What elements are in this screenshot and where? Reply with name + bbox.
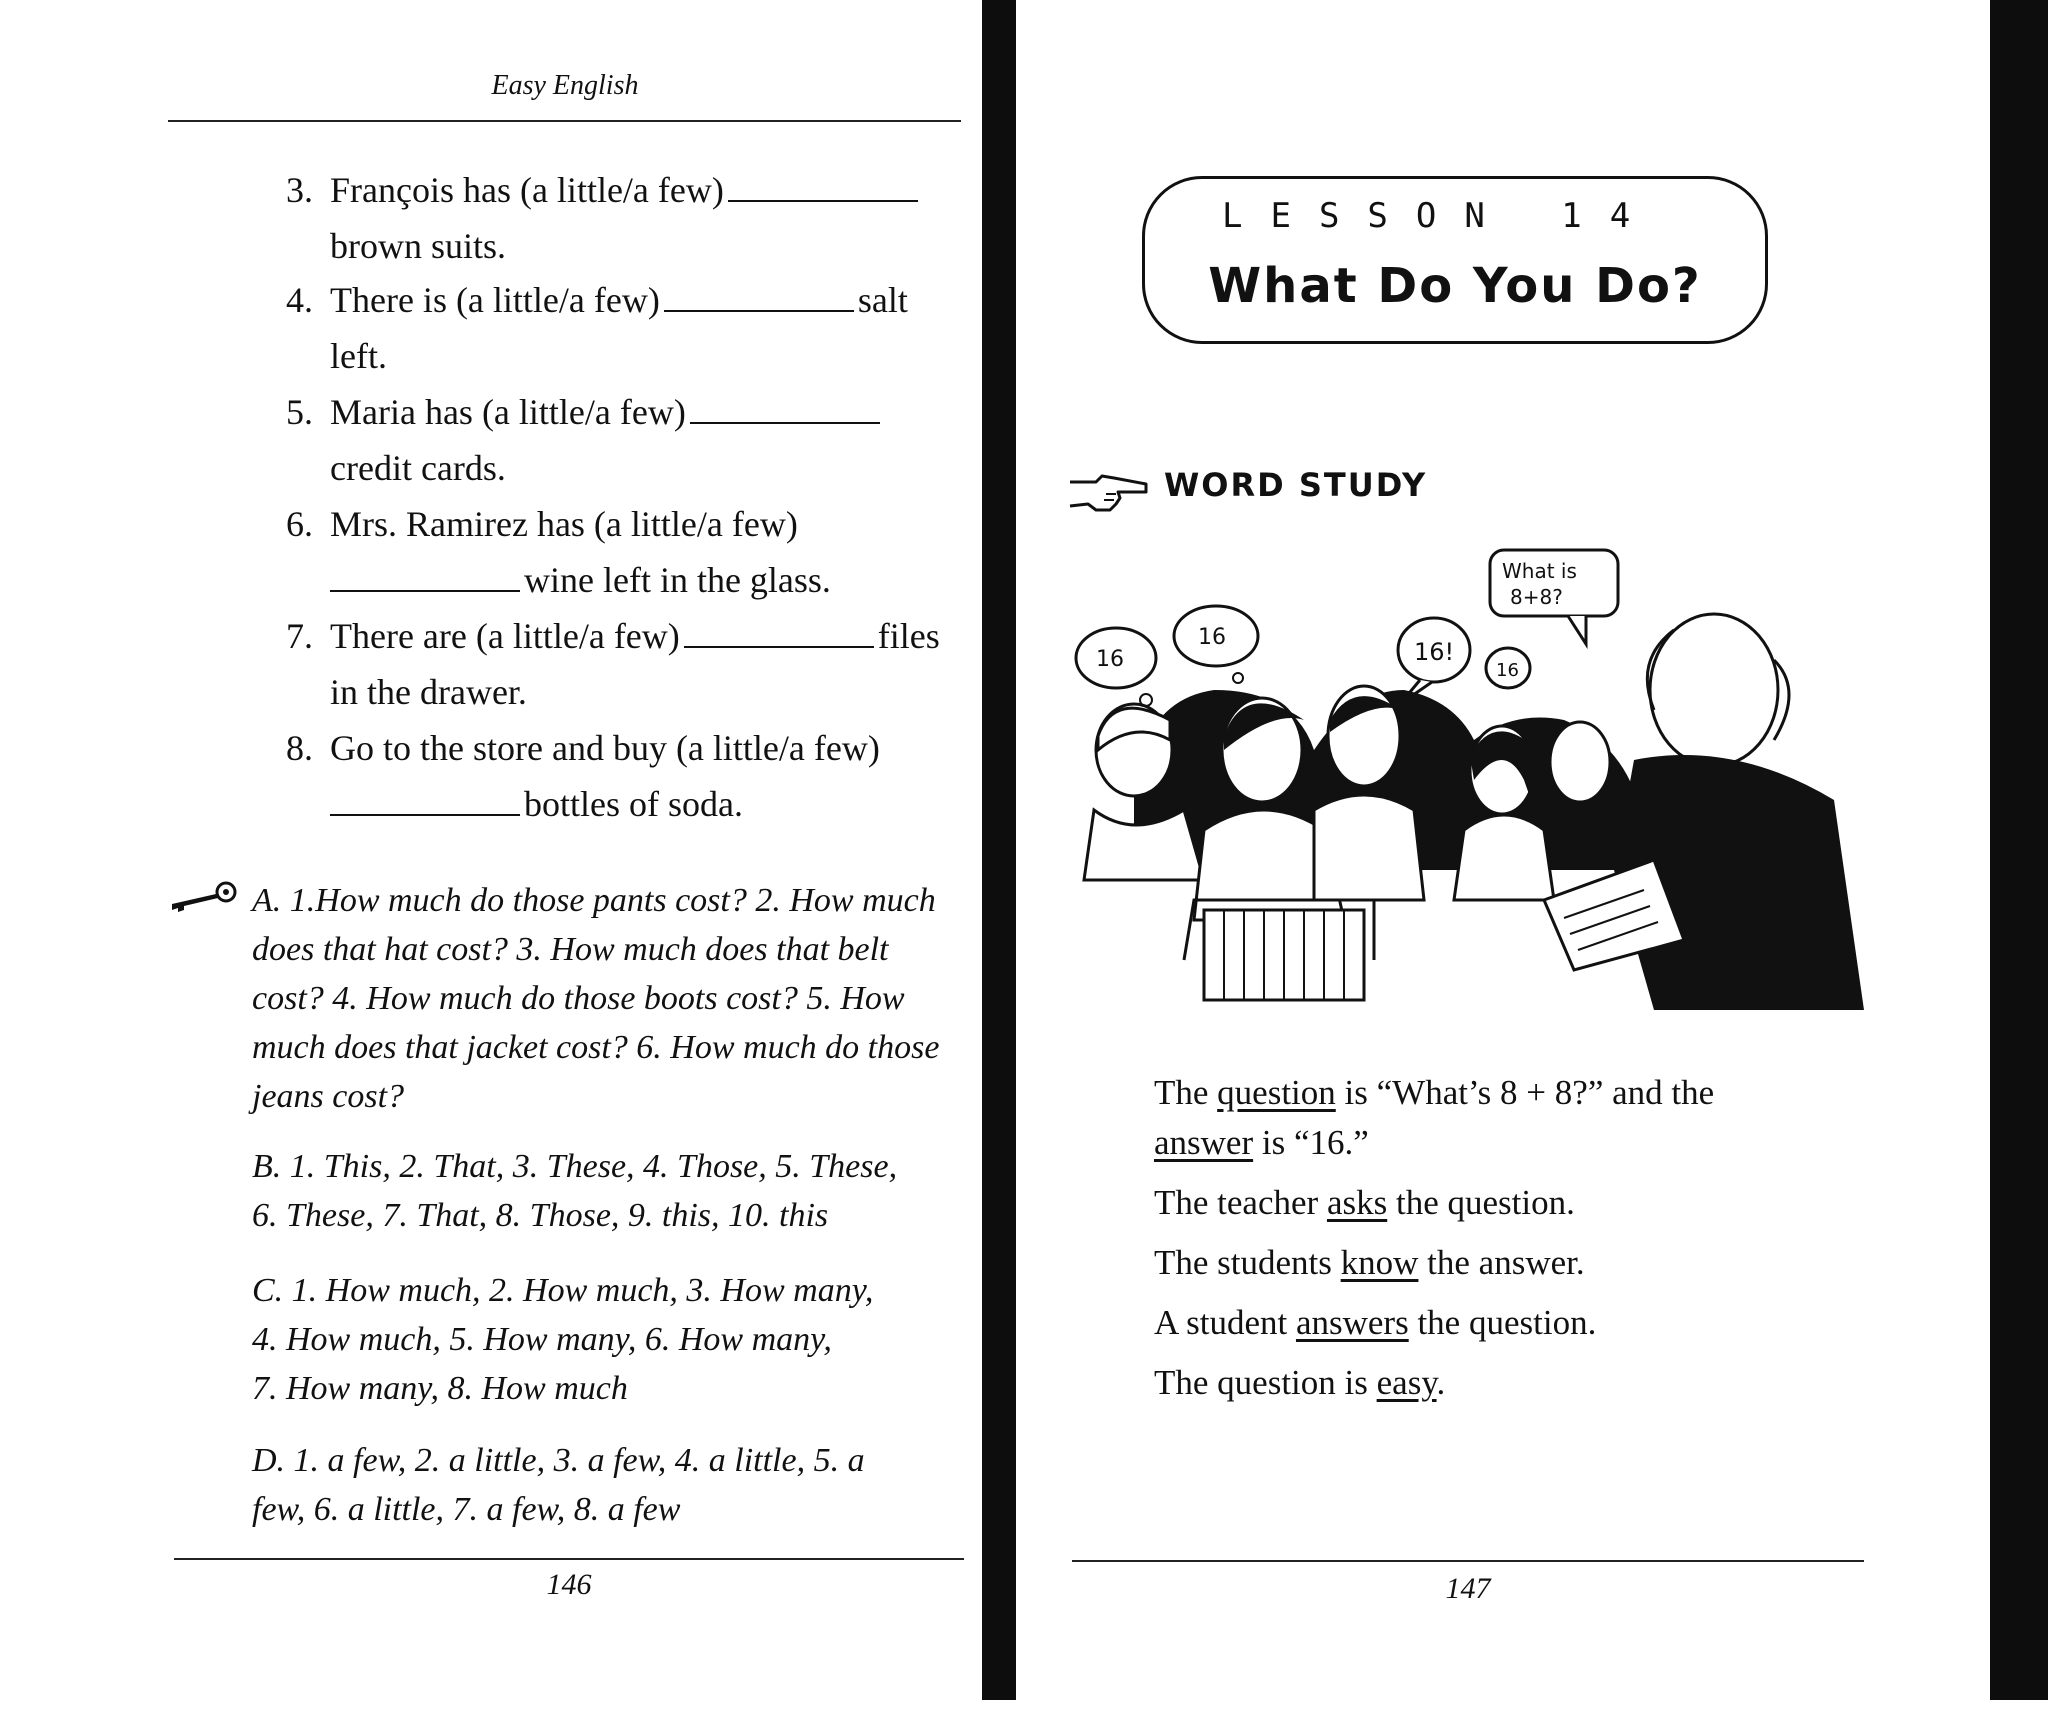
lesson-number: LESSON 14	[1222, 196, 1659, 236]
vocab-word-answer: answer	[1154, 1123, 1254, 1162]
answer-key-b: B. 1. This, 2. That, 3. These, 4. Those, 5. These, 6. These, 7. That, 8. Those, 9. this, 10. this	[252, 1148, 898, 1234]
answer-key-icon	[164, 880, 240, 916]
running-head: Easy English	[491, 70, 639, 101]
bubble-text-1: What is	[1502, 559, 1577, 583]
page-number-right: 147	[1445, 1572, 1491, 1605]
lesson-title: What Do You Do?	[1208, 258, 1702, 314]
exercise-item-5: 5. Maria has (a little/a few) credit cards.	[286, 384, 966, 496]
thought-text-2: 16	[1198, 625, 1226, 650]
exercise-item-7: 7. There are (a little/a few) files in the drawer.	[286, 616, 940, 712]
exercise-item-6: 6. Mrs. Ramirez has (a little/a few) wine left in the glass.	[286, 504, 831, 600]
answer-blank[interactable]	[690, 392, 880, 424]
vocab-word-know: know	[1340, 1243, 1419, 1282]
answer-blank[interactable]	[684, 616, 874, 648]
answer-key-a: A. 1.How much do those pants cost? 2. How much does that hat cost? 3. How much does that belt cost? 4. How much do those boots cost? 5. How much does that jacket cost? 6. How much do those jeans cost?	[252, 882, 940, 1115]
page-edge-shadow	[1990, 0, 2048, 1714]
scan-margin	[0, 1700, 2048, 1714]
answer-key-d: D. 1. a few, 2. a little, 3. a few, 4. a little, 5. a few, 6. a little, 7. a few, 8. a few	[252, 1442, 865, 1528]
footer-rule	[174, 1558, 964, 1560]
pointing-hand-icon	[1066, 470, 1150, 514]
section-heading: WORD STUDY	[1164, 466, 1428, 504]
answer-blank[interactable]	[330, 784, 520, 816]
word-study-sentence-2: The teacher asks the question.	[1154, 1183, 1575, 1222]
exercise-item-3: 3. François has (a little/a few) brown suits.	[286, 162, 966, 274]
answer-blank[interactable]	[664, 280, 854, 312]
speech-text: 16!	[1414, 638, 1455, 666]
exercise-item-8: 8. Go to the store and buy (a little/a few) bottles of soda.	[286, 728, 880, 824]
word-study-sentence-4: A student answers the question.	[1154, 1303, 1597, 1342]
bubble-text-2: 8+8?	[1510, 585, 1563, 609]
word-study-sentence-3: The students know the answer.	[1154, 1243, 1585, 1282]
book-gutter	[982, 0, 1016, 1714]
vocab-word-easy: easy	[1376, 1363, 1437, 1402]
header-rule	[168, 120, 961, 122]
answer-blank[interactable]	[728, 170, 918, 202]
exercise-item-4: 4. There is (a little/a few) salt left.	[286, 280, 908, 376]
answer-blank[interactable]	[330, 560, 520, 592]
footer-rule	[1072, 1560, 1864, 1562]
thought-text-3: 16	[1496, 660, 1519, 681]
word-study-sentence-5: The question is easy.	[1154, 1363, 1446, 1402]
vocab-word-question: question	[1217, 1073, 1336, 1112]
page-number-left: 146	[546, 1568, 592, 1601]
vocab-word-answers: answers	[1295, 1303, 1409, 1342]
word-study-sentence-1: The question is “What’s 8 + 8?” and the answer is “16.”	[1154, 1073, 1715, 1162]
answer-key-c: C. 1. How much, 2. How much, 3. How many, 4. How much, 5. How many, 6. How many, 7. How many, 8. How much	[252, 1272, 874, 1407]
vocab-word-asks: asks	[1326, 1183, 1388, 1222]
thought-text-1: 16	[1096, 647, 1124, 672]
classroom-illustration	[1074, 540, 1864, 1010]
